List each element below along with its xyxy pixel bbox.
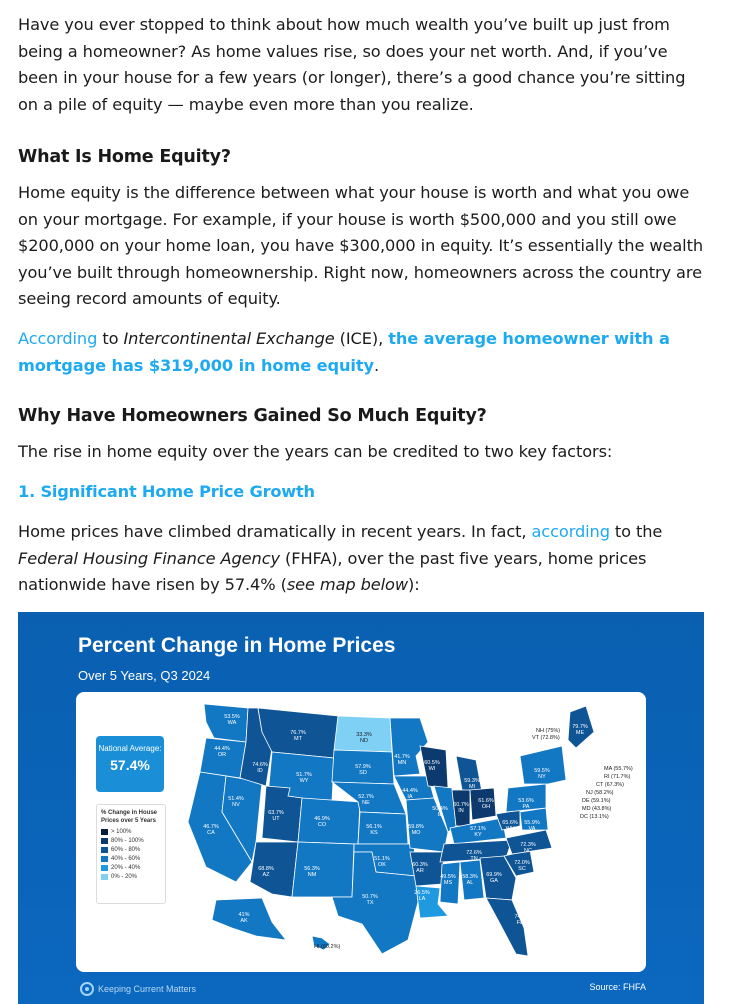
according-link-fhfa[interactable]: according [531,522,610,541]
text: to [97,329,124,348]
side-label: VT (72.8%) [532,735,560,741]
state-value: 74% [514,914,526,920]
state-abbr: AK [240,918,248,924]
state-value: 72.3% [520,842,536,848]
state-shape [486,898,528,956]
side-label: NJ (58.2%) [586,790,614,796]
state-abbr: ID [257,768,263,774]
side-label: MA (55.7%) [604,766,633,772]
state-abbr: TX [366,900,374,906]
intro-paragraph: Have you ever stopped to think about how much wealth you’ve built up just from being a homeowner? As home values rise, so does your net worth. And, if you’ve been in your house for a few years (or longer), there’s a good chance you’re sitting on a pile of equity — maybe even more than you realize. [18,15,686,114]
state-value: 60.7% [453,802,469,808]
state-value: 41.7% [394,754,410,760]
state-label [514,914,525,926]
state-abbr: IL [437,812,443,818]
state-abbr: MI [468,784,476,790]
side-label: DE (59.1%) [582,798,611,804]
legend-label: 0% - 20% [111,874,138,880]
state-value: 46.9% [314,816,330,822]
heading-price-growth: 1. Significant Home Price Growth [18,482,315,501]
state-abbr: KS [370,830,378,836]
state-abbr: FL [516,920,524,926]
state-abbr: OH [481,804,491,810]
state-abbr: UT [272,816,280,822]
map-source: Source: FHFA [589,982,646,992]
state-abbr: ND [360,738,368,744]
state-value: 53.6% [518,798,534,804]
state-abbr: OR [217,752,227,758]
state-value: 33.3% [356,732,372,738]
kcm-logo [80,982,196,996]
us-map [76,692,646,972]
state-abbr: LA [418,896,426,902]
state-abbr: AL [466,880,474,886]
state-value: 72.0% [514,860,530,866]
state-value: 72.6% [466,850,482,856]
text: . [373,355,379,375]
state-value: 59.5% [534,768,550,774]
state-abbr: SC [518,866,526,872]
state-abbr: AR [416,868,424,874]
state-value: 56.1% [366,824,382,830]
state-value: 57.1% [470,826,486,832]
map-subtitle: Over 5 Years, Q3 2024 [78,668,211,683]
state-abbr: IA [407,794,413,800]
state-value: 76.7% [290,730,306,736]
state-value: 50.7% [362,894,378,900]
state-abbr: ME [575,730,585,736]
text: to the [609,522,663,541]
map-panel [76,692,646,972]
state-abbr: MS [443,880,453,886]
state-abbr: MT [294,736,302,742]
side-label: RI (71.7%) [604,774,631,780]
state-abbr: KY [474,832,482,838]
map-title: Percent Change in Home Prices [78,634,396,657]
state-value: 57.9% [355,764,371,770]
state-shape [200,738,246,778]
text: (FHFA), over the past five years, home prices nationwide have risen by 57.4% ( [18,548,647,594]
side-label: MD (43.8%) [582,806,612,812]
side-label: CT (67.3%) [596,782,625,788]
according-link[interactable]: According [18,329,98,348]
kcm-logo-icon [80,982,94,996]
legend-title: % Change in House Prices over 5 Years [101,810,158,824]
home-equity-link[interactable]: the average homeowner with a mortgage has $319,000 in home equity [18,329,670,375]
legend-label: 60% - 80% [111,847,141,853]
legend-label: 40% - 60% [111,856,141,862]
state-value: 51.4% [228,796,244,802]
state-abbr: CO [317,822,327,828]
kcm-logo-text: Keeping Current Matters [98,984,197,994]
state-abbr: WI [428,766,436,772]
state-value: 61.6% [478,798,494,804]
state-value: 26.5% [414,890,430,896]
state-abbr: CA [207,830,215,836]
state-abbr: IN [458,808,464,814]
state-value: 63.7% [268,810,284,816]
state-value: 60.5% [424,760,440,766]
state-shape [292,842,354,897]
state-abbr: VA [528,826,536,832]
text: ): [408,575,420,594]
state-abbr: NV [232,802,240,808]
state-abbr: AZ [262,872,270,878]
state-value: 44.4% [214,746,230,752]
state-value: 46.7% [203,824,219,830]
state-value: 44.4% [402,788,418,794]
fhfa-name: Federal Housing Finance Agency [18,548,280,568]
home-price-map-image [18,612,704,1004]
legend-label: 80% - 100% [111,838,144,844]
state-value: 59.8% [408,824,424,830]
state-value: 52.7% [358,794,374,800]
see-map-text: see map below [286,575,408,594]
state-shape [410,852,444,886]
national-average-label: National Average: [98,744,162,753]
state-value: 55.9% [524,820,540,826]
state-value: 59.3% [464,778,480,784]
state-value: 68.8% [258,866,274,872]
why-paragraph: The rise in home equity over the years can be credited to two key factors: [18,442,613,461]
state-abbr: NM [307,872,317,878]
state-shape [212,898,286,940]
state-value: 65.6% [502,820,518,826]
state-abbr: WA [227,720,237,726]
state-abbr: WY [299,778,309,784]
state-abbr: SD [359,770,367,776]
state-value: 41% [238,912,250,918]
state-value: 51.1% [374,856,390,862]
heading-what-is-equity: What Is Home Equity? [18,147,231,167]
state-abbr: GA [490,878,498,884]
side-label: DC (13.1%) [580,814,609,820]
state-shape [204,704,248,742]
heading-why-gained: Why Have Homeowners Gained So Much Equity? [18,406,487,426]
state-abbr: NC [524,848,532,854]
state-abbr: MO [411,830,421,836]
state-abbr: OK [378,862,386,868]
ice-paragraph [18,326,708,379]
legend-label: > 100% [111,829,132,835]
state-abbr: TN [470,856,478,862]
state-value: 49.5% [440,874,456,880]
state-abbr: NY [538,774,546,780]
state-abbr: WV [505,826,515,832]
state-abbr: NE [362,800,370,806]
state-value: 60.3% [412,862,428,868]
state-value: 69.9% [486,872,502,878]
state-value: 74.6% [252,762,268,768]
state-value: 56.3% [304,866,320,872]
text: Home prices have climbed dramatically in recent years. In fact, [18,522,532,541]
state-abbr: MN [397,760,407,766]
ice-name: Intercontinental Exchange [123,329,335,348]
legend-label: 20% - 40% [111,865,141,871]
equity-paragraph: Home equity is the difference between what your house is worth and what you owe on your mortgage. For example, if your house is worth $500,000 and you still owe $200,000 on your home loan, you have $300,000 in equity. It’s essentially the wealth you’ve built through homeownership. Right now, homeowners across the country are seeing record amounts of equity. [18,183,703,308]
growth-paragraph [18,519,708,599]
state-value: 53.5% [224,714,240,720]
state-value: 58.3% [462,874,478,880]
state-value: 50.4% [432,806,448,812]
state-value: 79.7% [572,724,588,730]
side-label: HI (60.2%) [314,944,341,950]
state-value: 51.7% [296,772,312,778]
side-label: NH (75%) [536,728,561,734]
national-average-value: 57.4% [110,757,150,773]
state-shape [250,842,298,897]
text: (ICE), [334,329,389,348]
state-abbr: PA [522,804,530,810]
